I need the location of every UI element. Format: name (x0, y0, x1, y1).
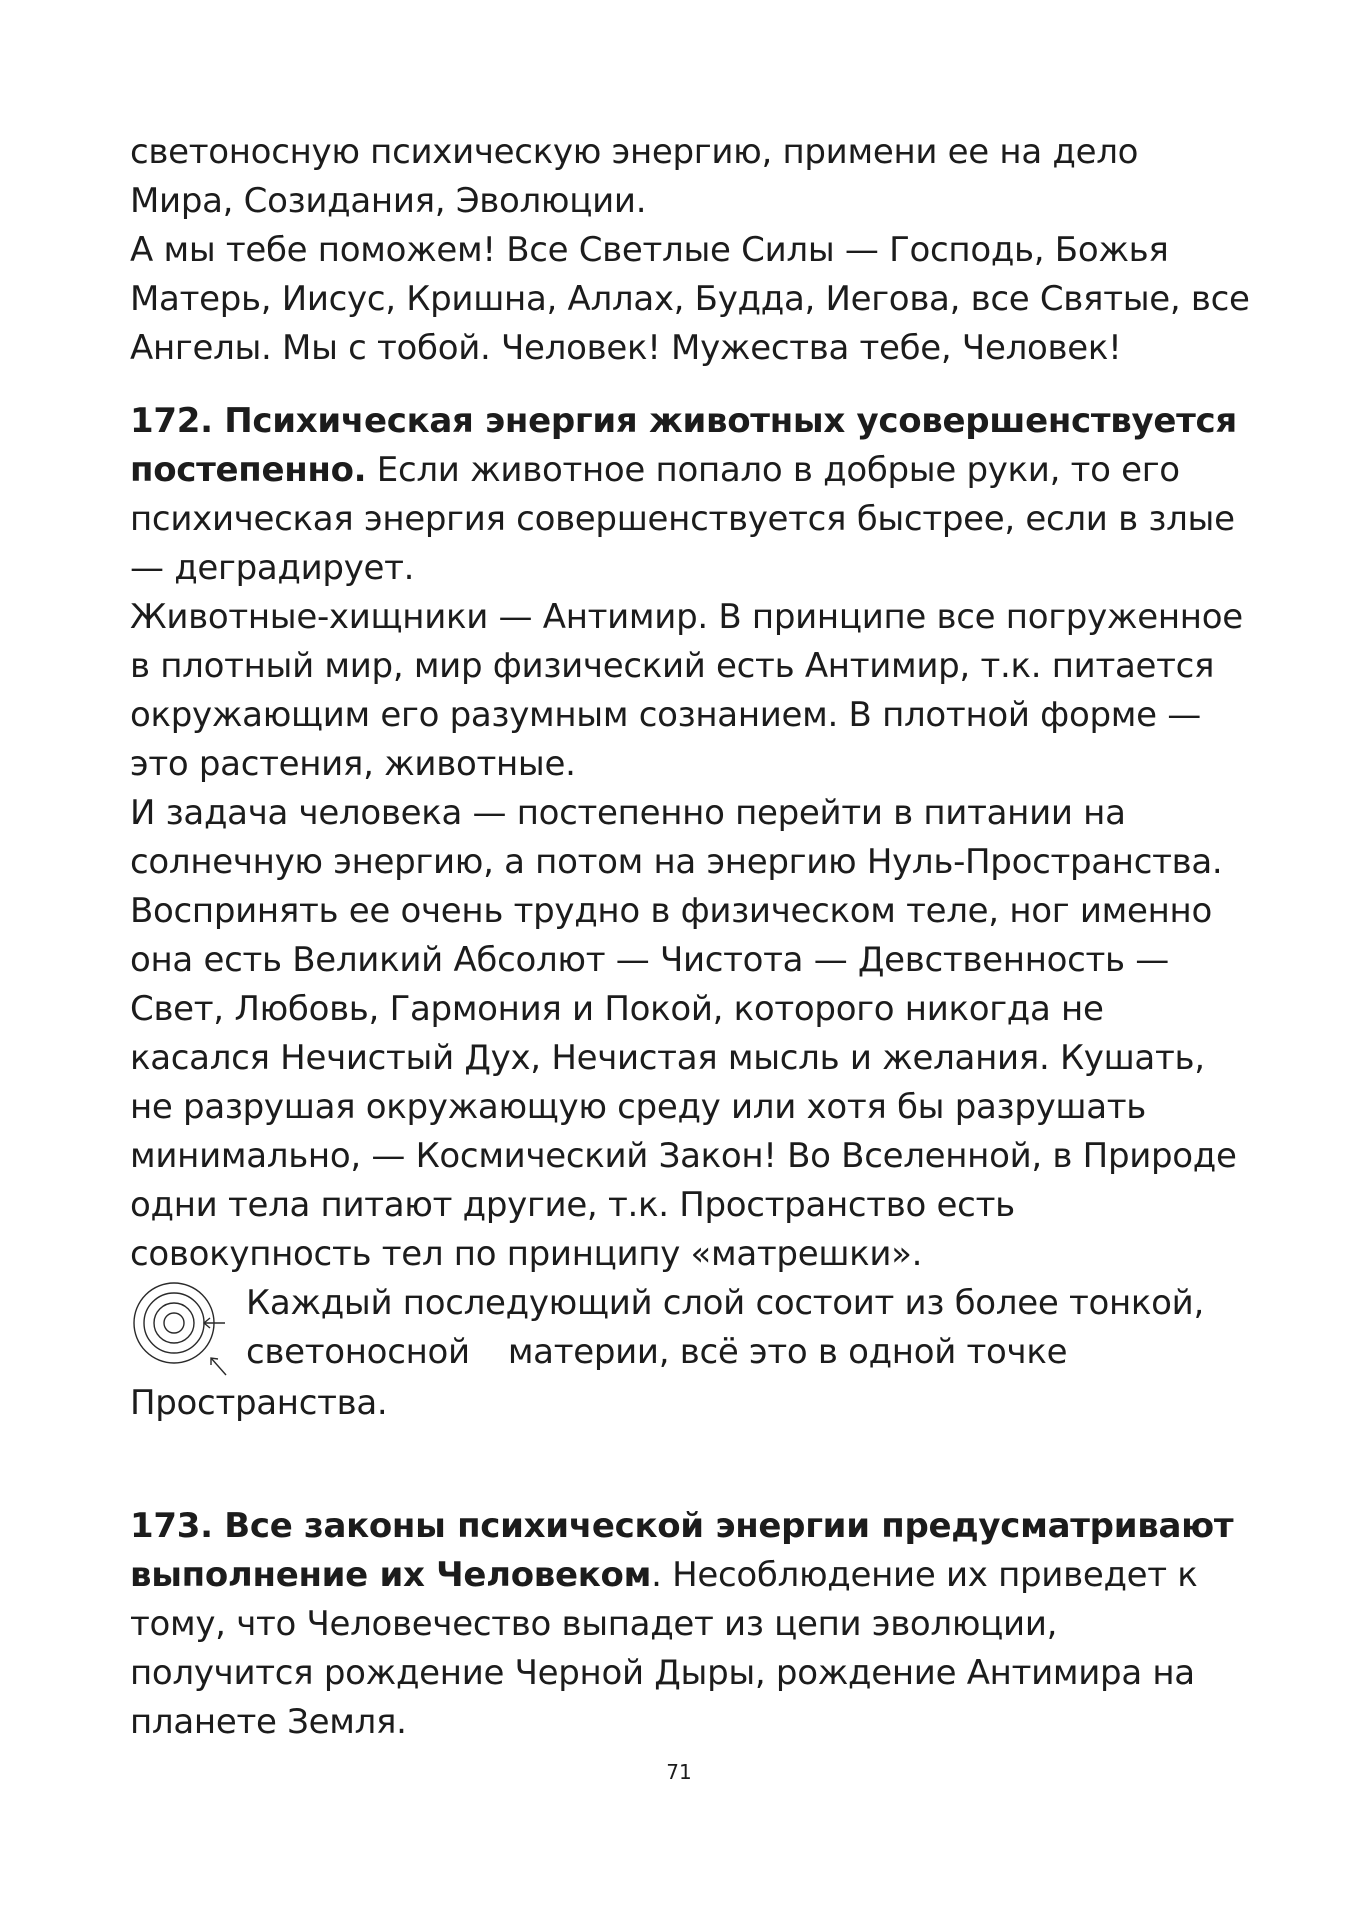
page-number: 71 (666, 1760, 692, 1784)
intro-paragraph-2: А мы тебе поможем! Все Светлые Силы — Господь, Божья Матерь, Иисус, Кришна, Аллах, Будда, Иегова, все Святые, все Ангелы. Мы с тобой. Человек! Мужества тебе, Человек! (130, 230, 1250, 368)
section-172-paragraph-2: Животные-хищники — Антимир. В принципе все погруженное в плотный мир, мир физический есть Антимир, т.к. питается окружающим его разумным сознанием. В плотной форме — это растения, животные. (130, 597, 1243, 784)
section-172-paragraph (130, 397, 1250, 593)
page-body (130, 128, 1250, 1747)
section-173-lead: . Несоблюдение их приведет к тому, что Человечество выпадет из цепи эволюции, получится рождение Черной Дыры, рождение Антимира на планете Земля. (130, 1555, 1198, 1742)
section-172-lead: Если животное попало в добрые руки, то его психическая энергия совершенствуется быстрее, если в злые — деградирует. (130, 450, 1235, 588)
figure-caption-word: светоносной (246, 1332, 470, 1372)
figure-caption-line-2 (130, 1328, 1250, 1377)
section-173-heading: 173. Все законы психической энергии предусматривают выполнение их Человеком (130, 1506, 1234, 1595)
matryoshka-figure-block (130, 1279, 1250, 1428)
figure-caption-rest: материи, всё это в одной точке (507, 1332, 1068, 1372)
section-172-paragraph-3: И задача человека — постепенно перейти в питании на солнечную энергию, а потом на энергию Нуль-Пространства. Воспринять ее очень трудно в физическом теле, ног именно она есть Великий Абсолют — Чистота — Девственность — Свет, Любовь, Гармония и Покой, которого никогда не касался Нечистый Дух, Нечистая мысль и желания. Кушать, не разрушая окружающую среду или хотя бы разрушать минимально, — Космический Закон! Во Вселенной, в Природе одни тела питают другие, т.к. Пространство есть совокупность тел по принципу «матрешки». (130, 793, 1237, 1274)
section-172-heading: 172. Психическая энергия животных усовершенствуется постепенно. (130, 401, 1237, 490)
figure-caption-line-3: Пространства. (130, 1383, 388, 1423)
intro-paragraph-1: светоносную психическую энергию, примени ее на дело Мира, Созидания, Эволюции. (130, 132, 1139, 221)
figure-caption-line-1: Каждый последующий слой состоит из более тонкой, (246, 1283, 1204, 1323)
concentric-circles-icon (130, 1279, 230, 1379)
section-173-paragraph (130, 1502, 1250, 1747)
